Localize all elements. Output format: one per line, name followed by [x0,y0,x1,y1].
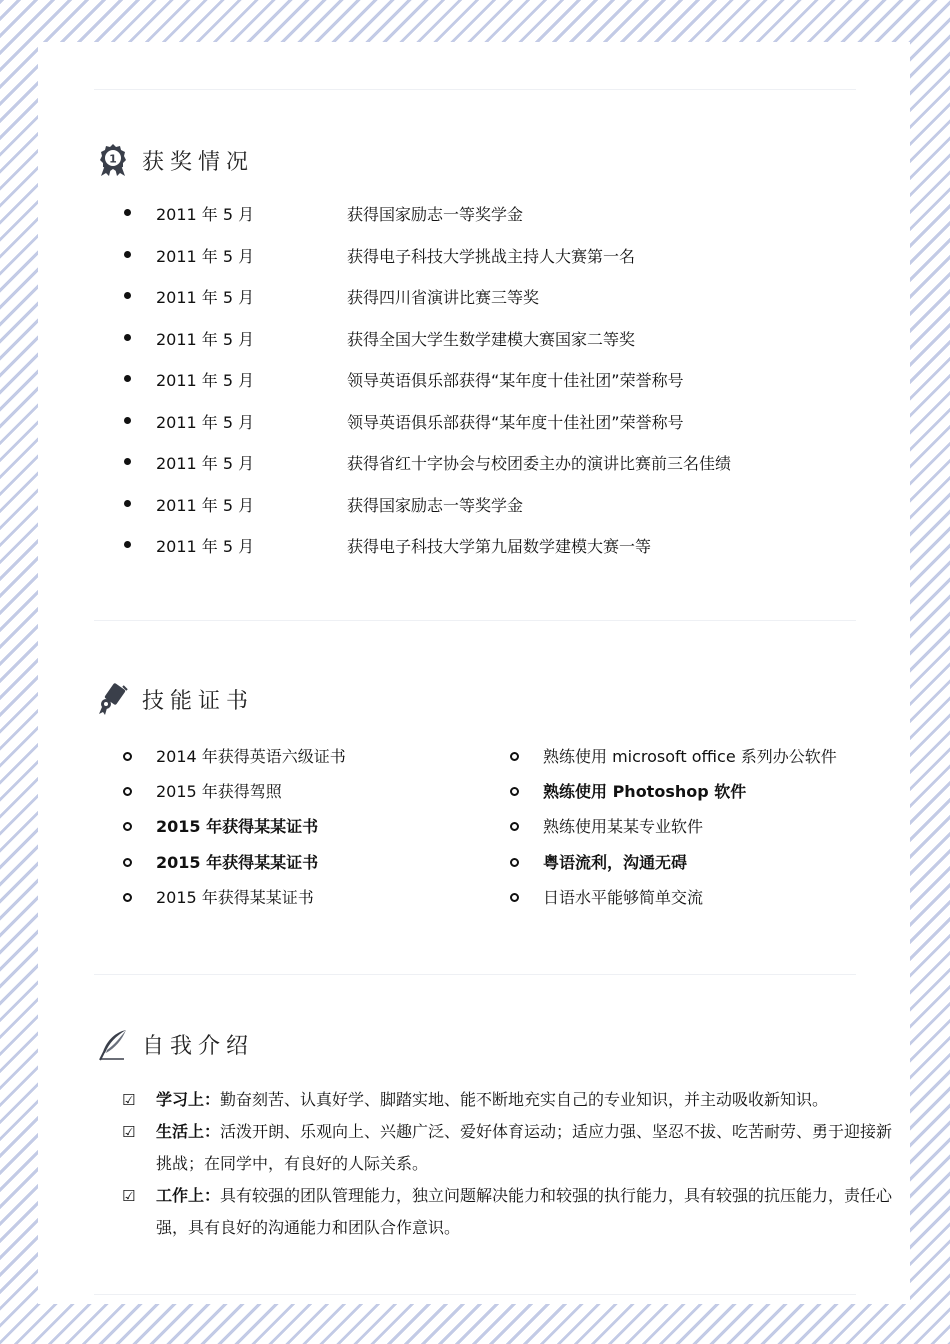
awards-header [96,140,254,180]
bullet-icon [124,417,131,424]
skill-item [505,742,837,777]
award-date: 2011 年 5 月 [156,246,255,266]
award-date: 2011 年 5 月 [156,329,255,349]
skill-text: 2015 年获得驾照 [156,782,282,802]
intro-item [118,1180,908,1244]
ring-bullet-icon [123,858,132,867]
award-desc: 获得国家励志一等奖学金 [347,205,524,224]
award-desc: 获得省红十字协会与校团委主办的演讲比赛前三名佳绩 [347,454,732,473]
ring-bullet-icon [510,858,519,867]
bullet-icon [124,251,131,258]
skill-item [505,777,837,812]
award-desc: 领导英语俱乐部获得“某年度十佳社团”荣誉称号 [347,371,684,390]
ring-bullet-icon [123,752,132,761]
ring-bullet-icon [510,752,519,761]
section-title: 获奖情况 [142,149,255,175]
checkbox-icon: ☑ [122,1123,136,1141]
skill-text: 2015 年获得某某证书 [156,887,314,907]
intro-label: 学习上： [156,1090,221,1109]
intro-text: 勤奋刻苦、认真好学、脚踏实地、能不断地充实自己的专业知识，并主动吸收新知识。 [220,1090,829,1109]
bullet-icon [124,458,131,465]
skill-item [505,883,837,918]
skills-header [96,679,254,719]
ring-bullet-icon [123,822,132,831]
intro-label: 工作上： [156,1186,221,1205]
award-desc: 获得电子科技大学第九届数学建模大赛一等 [347,537,652,556]
certificate-scroll-icon [96,682,130,716]
award-item [118,524,878,566]
intro-text: 具有较强的团队管理能力，独立问题解决能力和较强的执行能力，具有较强的抗压能力，责任心强，具有良好的沟通能力和团队合作意识。 [156,1186,893,1237]
intro-list [118,1084,908,1244]
skill-text: 2014 年获得英语六级证书 [156,747,346,766]
divider [94,89,856,90]
divider [94,974,856,975]
award-medal-icon [96,143,130,177]
skills-left-column [118,742,346,918]
intro-header [96,1024,254,1064]
skill-text: 2015 年获得某某证书 [156,852,319,872]
ring-bullet-icon [123,893,132,902]
intro-label: 生活上： [156,1122,221,1141]
skill-text: 日语水平能够简单交流 [543,887,704,907]
ring-bullet-icon [123,787,132,796]
award-item [118,275,878,317]
skill-item [118,883,346,918]
award-item [118,400,878,442]
skill-text: 熟练使用某某专业软件 [543,817,704,837]
award-desc: 获得全国大学生数学建模大赛国家二等奖 [347,329,636,349]
award-date: 2011 年 5 月 [156,371,255,390]
skill-item [118,848,346,883]
bullet-icon [124,292,131,299]
skill-item [505,812,837,847]
skills-right-column [505,742,837,918]
award-desc: 获得国家励志一等奖学金 [347,495,524,515]
skill-item [118,777,346,812]
bullet-icon [124,209,131,216]
section-title: 自我介绍 [142,1033,255,1059]
skill-item [118,742,346,777]
section-title: 技能证书 [142,688,255,714]
checkbox-icon: ☑ [122,1091,136,1109]
intro-text: 活泼开朗、乐观向上、兴趣广泛、爱好体育运动；适应力强、坚忍不拔、吃苦耐劳、勇于迎接新挑战；在同学中，有良好的人际关系。 [156,1122,893,1173]
ring-bullet-icon [510,893,519,902]
checkbox-icon: ☑ [122,1187,136,1205]
skill-item [118,812,346,847]
award-item [118,441,878,483]
quill-pen-icon [96,1027,130,1061]
bullet-icon [124,500,131,507]
bullet-icon [124,334,131,341]
award-item [118,192,878,234]
skill-text: 熟练使用 Photoshop 软件 [543,782,747,802]
ring-bullet-icon [510,787,519,796]
award-item [118,317,878,359]
award-date: 2011 年 5 月 [156,495,255,515]
bullet-icon [124,375,131,382]
award-date: 2011 年 5 月 [156,288,255,307]
ring-bullet-icon [510,822,519,831]
skill-text: 熟练使用 microsoft office 系列办公软件 [543,747,837,766]
skill-item [505,848,837,883]
award-item [118,483,878,525]
award-desc: 获得四川省演讲比赛三等奖 [347,288,540,307]
skills-lists [118,742,878,922]
award-desc: 领导英语俱乐部获得“某年度十佳社团”荣誉称号 [347,412,684,432]
award-item [118,234,878,276]
award-date: 2011 年 5 月 [156,205,255,224]
intro-item [118,1084,908,1116]
award-desc: 获得电子科技大学挑战主持人大赛第一名 [347,246,636,266]
resume-page [38,42,910,1304]
award-date: 2011 年 5 月 [156,537,255,556]
award-date: 2011 年 5 月 [156,454,255,473]
awards-list [118,192,878,566]
bullet-icon [124,541,131,548]
svg-text:1: 1 [109,152,117,166]
award-item [118,358,878,400]
divider [94,1294,856,1295]
intro-item [118,1116,908,1180]
award-date: 2011 年 5 月 [156,412,255,432]
skill-text: 2015 年获得某某证书 [156,817,319,837]
divider [94,620,856,621]
skill-text: 粤语流利，沟通无碍 [543,852,688,872]
